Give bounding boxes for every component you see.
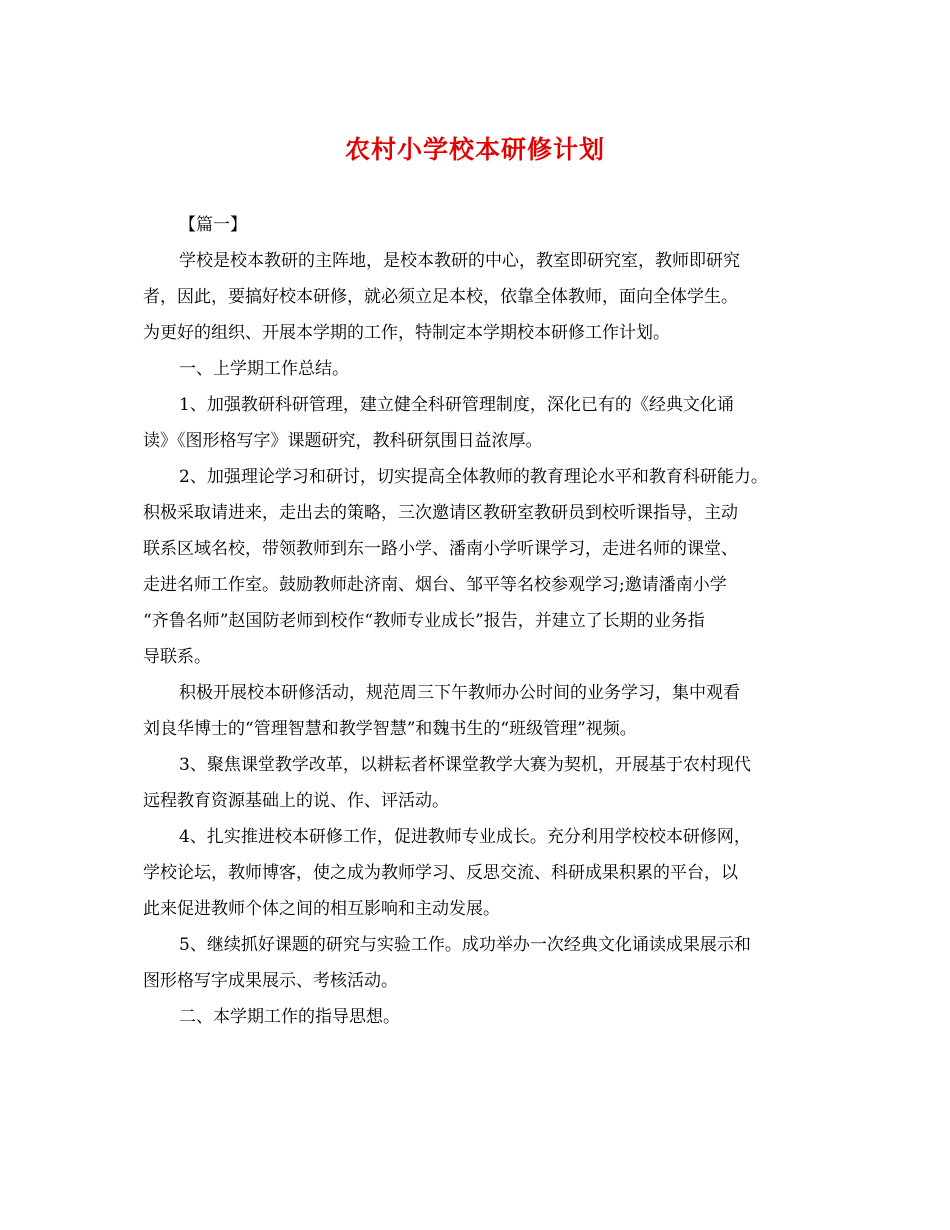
text-line: 读》《图形格写字》课题研究，教科研氛围日益浓厚。 [143,431,543,451]
text-line: 为更好的组织、开展本学期的工作，特制定本学期校本研修工作计划。 [143,323,670,343]
text-line: 积极开展校本研修活动，规范周三下午教师办公时间的业务学习，集中观看 [179,683,740,703]
text-line: 图形格写字成果展示、考核活动。 [143,971,398,991]
text-line: 3、聚焦课堂教学改革，以耕耘者杯课堂教学大赛为契机，开展基于农村现代 [179,755,751,775]
text-line: 此来促进教师个体之间的相互影响和主动发展。 [143,899,500,919]
text-line: 者，因此，要搞好校本研修，就必须立足本校，依靠全体教师，面向全体学生。 [143,287,738,307]
text-line: 走进名师工作室。鼓励教师赴济南、烟台、邹平等名校参观学习;邀请潘南小学 [143,575,727,595]
text-line: 【篇一】 [179,215,247,235]
text-line: 学校论坛，教师博客，使之成为教师学习、反思交流、科研成果积累的平台，以 [143,863,738,883]
text-line: 二、本学期工作的指导思想。 [179,1007,400,1027]
text-line: 刘良华博士的“管理智慧和教学智慧”和魏书生的“班级管理”视频。 [143,719,637,739]
text-line: 积极采取请进来，走出去的策略，三次邀请区教研室教研员到校听课指导，主动 [143,503,738,523]
text-line: 2、加强理论学习和研讨，切实提高全体教师的教育理论水平和教育科研能力。 [179,467,768,487]
text-line: 4、扎实推进校本研修工作，促进教师专业成长。充分利用学校校本研修网， [179,827,751,847]
document-title: 农村小学校本研修计划 [344,135,605,164]
document-body [143,207,823,1035]
text-line: 5、继续抓好课题的研究与实验工作。成功举办一次经典文化诵读成果展示和 [179,935,751,955]
text-line: 1、加强教研科研管理，建立健全科研管理制度，深化已有的《经典文化诵 [179,395,734,415]
text-line: “齐鲁名师”赵国防老师到校作“教师专业成长”报告，并建立了长期的业务指 [143,611,705,631]
text-line: 导联系。 [143,647,211,667]
text-line: 远程教育资源基础上的说、作、评活动。 [143,791,449,811]
text-line: 学校是校本教研的主阵地，是校本教研的中心，教室即研究室，教师即研究 [179,251,740,271]
text-line: 一、上学期工作总结。 [179,359,349,379]
text-line: 联系区域名校，带领教师到东一路小学、潘南小学听课学习，走进名师的课堂、 [143,539,738,559]
